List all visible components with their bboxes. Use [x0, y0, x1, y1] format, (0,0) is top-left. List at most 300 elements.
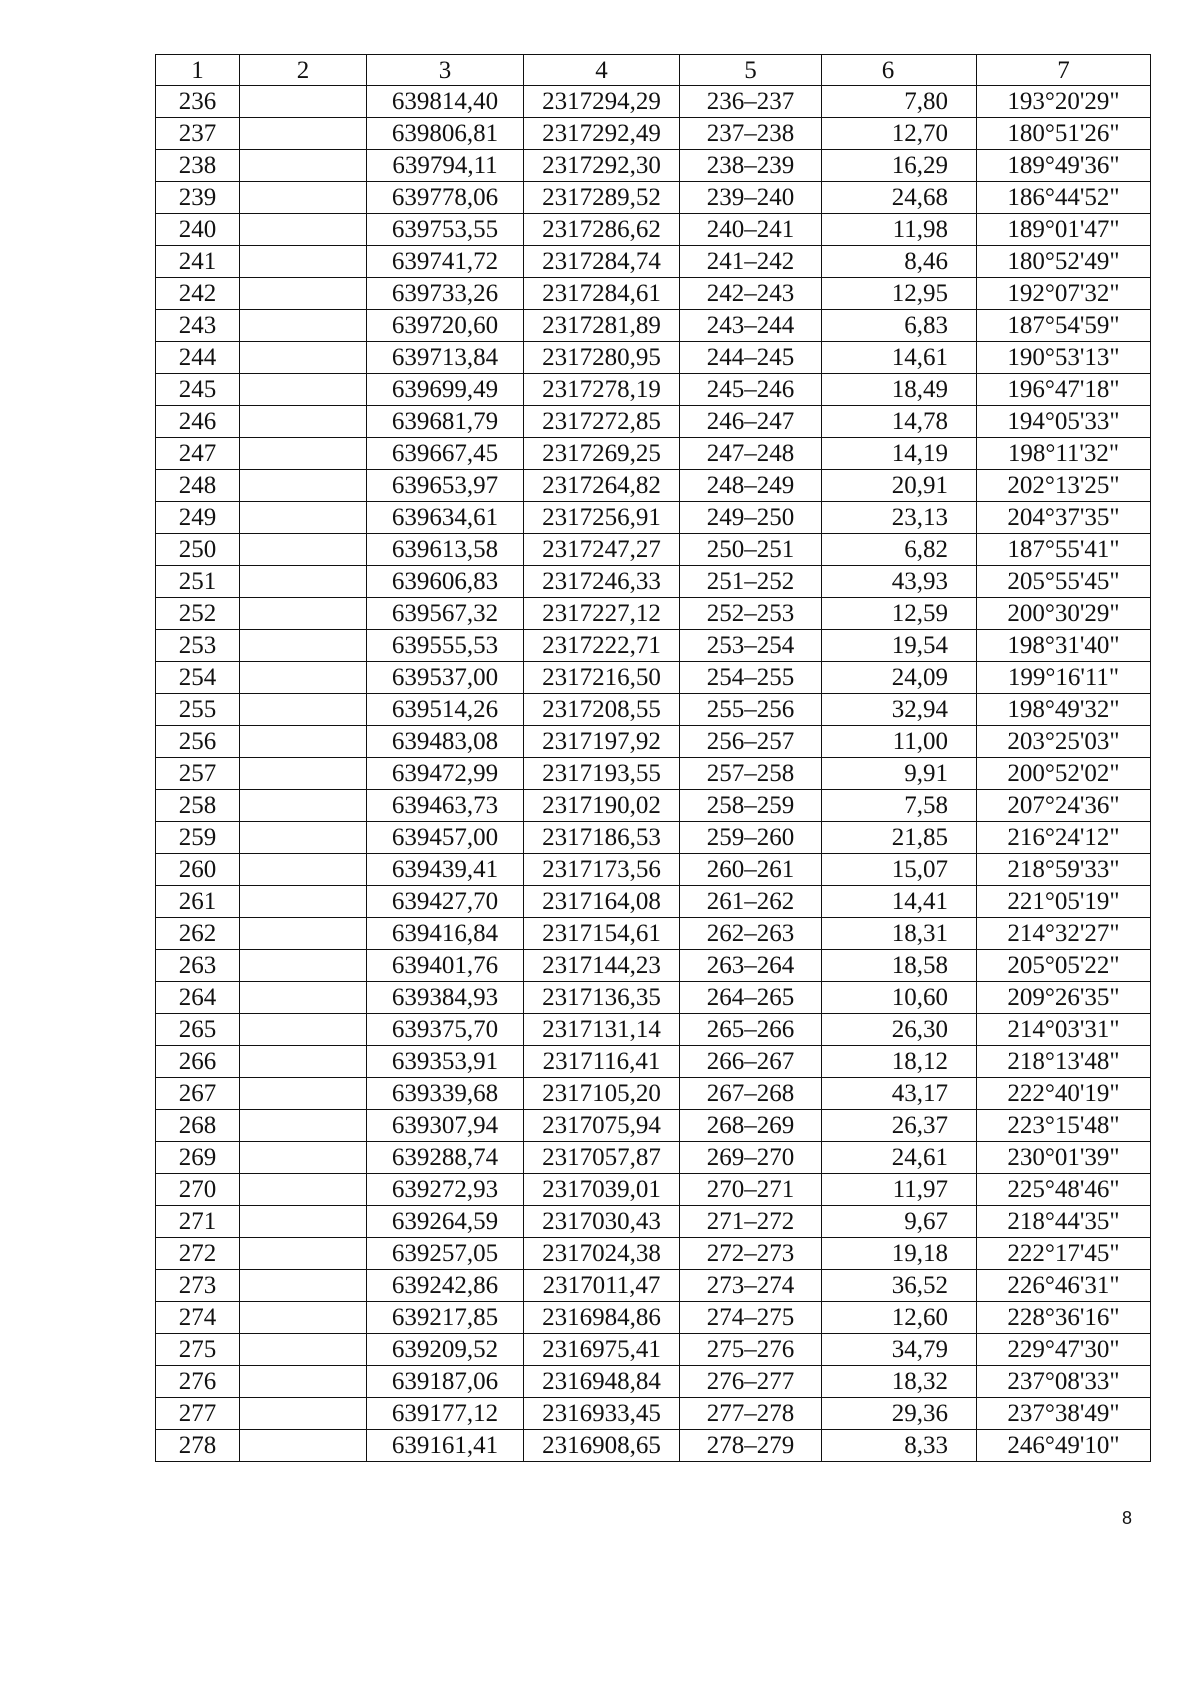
table-cell-col-3: 639272,93	[367, 1174, 524, 1206]
table-cell-col-7: 237°38'49"	[977, 1398, 1151, 1430]
table-cell-col-3: 639778,06	[367, 182, 524, 214]
page-number: 8	[1122, 1508, 1133, 1528]
table-cell-col-3: 639339,68	[367, 1078, 524, 1110]
table-cell-col-5: 248–249	[680, 470, 822, 502]
table-cell-col-5: 270–271	[680, 1174, 822, 1206]
table-cell-col-1: 246	[156, 406, 240, 438]
table-row	[156, 118, 1151, 150]
table-cell-col-6: 9,67	[822, 1206, 977, 1238]
table-cell-col-5: 247–248	[680, 438, 822, 470]
table-cell-col-3: 639439,41	[367, 854, 524, 886]
table-cell-col-2	[240, 438, 367, 470]
table-cell-col-4: 2317144,23	[524, 950, 680, 982]
table-row	[156, 1238, 1151, 1270]
table-cell-col-3: 639457,00	[367, 822, 524, 854]
table-cell-col-1: 239	[156, 182, 240, 214]
table-cell-col-1: 265	[156, 1014, 240, 1046]
table-row	[156, 470, 1151, 502]
table-cell-col-4: 2317030,43	[524, 1206, 680, 1238]
column-header-1: 1	[156, 55, 240, 86]
table-cell-col-4: 2317222,71	[524, 630, 680, 662]
table-cell-col-5: 275–276	[680, 1334, 822, 1366]
table-cell-col-7: 226°46'31"	[977, 1270, 1151, 1302]
table-cell-col-2	[240, 790, 367, 822]
table-cell-col-3: 639753,55	[367, 214, 524, 246]
table-cell-col-7: 214°32'27"	[977, 918, 1151, 950]
table-cell-col-5: 255–256	[680, 694, 822, 726]
table-cell-col-6: 26,37	[822, 1110, 977, 1142]
table-row	[156, 1206, 1151, 1238]
table-cell-col-2	[240, 1398, 367, 1430]
table-cell-col-7: 223°15'48"	[977, 1110, 1151, 1142]
table-cell-col-3: 639375,70	[367, 1014, 524, 1046]
table-cell-col-3: 639733,26	[367, 278, 524, 310]
table-cell-col-2	[240, 662, 367, 694]
table-cell-col-7: 207°24'36"	[977, 790, 1151, 822]
table-cell-col-3: 639217,85	[367, 1302, 524, 1334]
table-cell-col-5: 243–244	[680, 310, 822, 342]
table-cell-col-4: 2316975,41	[524, 1334, 680, 1366]
table-cell-col-5: 244–245	[680, 342, 822, 374]
table-cell-col-4: 2317197,92	[524, 726, 680, 758]
table-cell-col-7: 218°13'48"	[977, 1046, 1151, 1078]
table-cell-col-1: 253	[156, 630, 240, 662]
table-cell-col-7: 214°03'31"	[977, 1014, 1151, 1046]
table-cell-col-7: 199°16'11"	[977, 662, 1151, 694]
table-cell-col-4: 2317075,94	[524, 1110, 680, 1142]
table-cell-col-7: 180°52'49"	[977, 246, 1151, 278]
table-cell-col-2	[240, 1078, 367, 1110]
table-cell-col-7: 225°48'46"	[977, 1174, 1151, 1206]
table-cell-col-6: 12,70	[822, 118, 977, 150]
table-cell-col-3: 639187,06	[367, 1366, 524, 1398]
table-cell-col-4: 2317116,41	[524, 1046, 680, 1078]
table-cell-col-2	[240, 342, 367, 374]
table-cell-col-2	[240, 694, 367, 726]
table-cell-col-5: 241–242	[680, 246, 822, 278]
table-cell-col-1: 270	[156, 1174, 240, 1206]
table-cell-col-1: 275	[156, 1334, 240, 1366]
table-cell-col-7: 189°49'36"	[977, 150, 1151, 182]
table-row	[156, 726, 1151, 758]
table-cell-col-3: 639209,52	[367, 1334, 524, 1366]
table-cell-col-6: 16,29	[822, 150, 977, 182]
table-cell-col-2	[240, 182, 367, 214]
table-cell-col-5: 278–279	[680, 1430, 822, 1462]
table-cell-col-5: 238–239	[680, 150, 822, 182]
table-cell-col-4: 2317227,12	[524, 598, 680, 630]
table-cell-col-6: 12,59	[822, 598, 977, 630]
table-cell-col-6: 24,61	[822, 1142, 977, 1174]
table-cell-col-7: 190°53'13"	[977, 342, 1151, 374]
table-cell-col-4: 2317272,85	[524, 406, 680, 438]
table-cell-col-3: 639472,99	[367, 758, 524, 790]
table-cell-col-2	[240, 1014, 367, 1046]
table-cell-col-6: 18,49	[822, 374, 977, 406]
table-cell-col-6: 7,58	[822, 790, 977, 822]
table-cell-col-2	[240, 918, 367, 950]
table-cell-col-5: 261–262	[680, 886, 822, 918]
table-cell-col-5: 242–243	[680, 278, 822, 310]
table-row	[156, 1046, 1151, 1078]
table-cell-col-4: 2316948,84	[524, 1366, 680, 1398]
table-cell-col-2	[240, 470, 367, 502]
table-cell-col-7: 205°05'22"	[977, 950, 1151, 982]
table-cell-col-4: 2317024,38	[524, 1238, 680, 1270]
table-cell-col-4: 2317193,55	[524, 758, 680, 790]
table-cell-col-2	[240, 374, 367, 406]
table-cell-col-2	[240, 118, 367, 150]
table-cell-col-1: 236	[156, 86, 240, 118]
table-cell-col-4: 2317286,62	[524, 214, 680, 246]
table-cell-col-6: 24,68	[822, 182, 977, 214]
table-cell-col-6: 26,30	[822, 1014, 977, 1046]
table-cell-col-6: 11,97	[822, 1174, 977, 1206]
column-header-5: 5	[680, 55, 822, 86]
table-cell-col-3: 639713,84	[367, 342, 524, 374]
table-cell-col-4: 2317269,25	[524, 438, 680, 470]
table-body	[156, 86, 1151, 1462]
table-cell-col-3: 639514,26	[367, 694, 524, 726]
table-cell-col-3: 639681,79	[367, 406, 524, 438]
table-cell-col-5: 264–265	[680, 982, 822, 1014]
table-row	[156, 310, 1151, 342]
table-cell-col-4: 2317039,01	[524, 1174, 680, 1206]
table-cell-col-6: 14,41	[822, 886, 977, 918]
table-cell-col-6: 6,82	[822, 534, 977, 566]
table-cell-col-7: 209°26'35"	[977, 982, 1151, 1014]
table-cell-col-5: 277–278	[680, 1398, 822, 1430]
table-cell-col-2	[240, 1046, 367, 1078]
table-cell-col-7: 198°31'40"	[977, 630, 1151, 662]
table-cell-col-6: 14,61	[822, 342, 977, 374]
table-cell-col-5: 237–238	[680, 118, 822, 150]
table-cell-col-4: 2317057,87	[524, 1142, 680, 1174]
table-cell-col-2	[240, 150, 367, 182]
table-cell-col-1: 276	[156, 1366, 240, 1398]
table-cell-col-3: 639307,94	[367, 1110, 524, 1142]
table-cell-col-1: 238	[156, 150, 240, 182]
table-cell-col-5: 269–270	[680, 1142, 822, 1174]
table-cell-col-1: 256	[156, 726, 240, 758]
table-row	[156, 630, 1151, 662]
table-cell-col-3: 639555,53	[367, 630, 524, 662]
table-row	[156, 1174, 1151, 1206]
table-cell-col-2	[240, 822, 367, 854]
table-header-row	[156, 55, 1151, 86]
table-cell-col-1: 245	[156, 374, 240, 406]
table-cell-col-1: 243	[156, 310, 240, 342]
table-cell-col-3: 639699,49	[367, 374, 524, 406]
table-cell-col-4: 2317278,19	[524, 374, 680, 406]
table-cell-col-5: 251–252	[680, 566, 822, 598]
table-cell-col-7: 200°52'02"	[977, 758, 1151, 790]
table-cell-col-1: 257	[156, 758, 240, 790]
table-cell-col-7: 180°51'26"	[977, 118, 1151, 150]
table-cell-col-6: 18,31	[822, 918, 977, 950]
table-row	[156, 918, 1151, 950]
table-cell-col-4: 2317105,20	[524, 1078, 680, 1110]
table-cell-col-3: 639613,58	[367, 534, 524, 566]
table-cell-col-6: 19,54	[822, 630, 977, 662]
table-cell-col-5: 245–246	[680, 374, 822, 406]
table-cell-col-1: 268	[156, 1110, 240, 1142]
table-cell-col-2	[240, 1270, 367, 1302]
table-cell-col-3: 639177,12	[367, 1398, 524, 1430]
table-cell-col-2	[240, 310, 367, 342]
table-cell-col-6: 8,46	[822, 246, 977, 278]
table-cell-col-2	[240, 598, 367, 630]
table-cell-col-4: 2317136,35	[524, 982, 680, 1014]
table-cell-col-5: 246–247	[680, 406, 822, 438]
table-cell-col-7: 202°13'25"	[977, 470, 1151, 502]
table-cell-col-5: 258–259	[680, 790, 822, 822]
table-cell-col-4: 2317216,50	[524, 662, 680, 694]
table-cell-col-5: 262–263	[680, 918, 822, 950]
table-cell-col-2	[240, 758, 367, 790]
table-cell-col-2	[240, 1430, 367, 1462]
table-cell-col-5: 268–269	[680, 1110, 822, 1142]
table-cell-col-1: 262	[156, 918, 240, 950]
table-cell-col-3: 639416,84	[367, 918, 524, 950]
table-cell-col-2	[240, 1366, 367, 1398]
table-cell-col-3: 639264,59	[367, 1206, 524, 1238]
table-cell-col-2	[240, 566, 367, 598]
table-cell-col-2	[240, 246, 367, 278]
table-cell-col-2	[240, 1334, 367, 1366]
table-cell-col-3: 639483,08	[367, 726, 524, 758]
table-cell-col-5: 266–267	[680, 1046, 822, 1078]
table-cell-col-7: 237°08'33"	[977, 1366, 1151, 1398]
table-row	[156, 182, 1151, 214]
table-cell-col-1: 248	[156, 470, 240, 502]
table-cell-col-7: 187°55'41"	[977, 534, 1151, 566]
table-cell-col-1: 266	[156, 1046, 240, 1078]
table-cell-col-4: 2317011,47	[524, 1270, 680, 1302]
table-cell-col-1: 263	[156, 950, 240, 982]
table-cell-col-4: 2317131,14	[524, 1014, 680, 1046]
table-cell-col-1: 249	[156, 502, 240, 534]
table-cell-col-2	[240, 1238, 367, 1270]
table-cell-col-5: 271–272	[680, 1206, 822, 1238]
table-cell-col-6: 10,60	[822, 982, 977, 1014]
table-cell-col-3: 639427,70	[367, 886, 524, 918]
table-cell-col-5: 260–261	[680, 854, 822, 886]
table-cell-col-1: 244	[156, 342, 240, 374]
table-cell-col-5: 236–237	[680, 86, 822, 118]
table-cell-col-1: 240	[156, 214, 240, 246]
table-cell-col-3: 639653,97	[367, 470, 524, 502]
table-row	[156, 86, 1151, 118]
table-cell-col-1: 241	[156, 246, 240, 278]
table-cell-col-7: 229°47'30"	[977, 1334, 1151, 1366]
table-cell-col-5: 254–255	[680, 662, 822, 694]
table-cell-col-4: 2316933,45	[524, 1398, 680, 1430]
table-cell-col-5: 272–273	[680, 1238, 822, 1270]
table-cell-col-3: 639567,32	[367, 598, 524, 630]
table-cell-col-1: 247	[156, 438, 240, 470]
table-cell-col-3: 639794,11	[367, 150, 524, 182]
table-cell-col-2	[240, 1302, 367, 1334]
table-row	[156, 1398, 1151, 1430]
table-cell-col-2	[240, 406, 367, 438]
table-cell-col-3: 639606,83	[367, 566, 524, 598]
table-cell-col-2	[240, 502, 367, 534]
table-cell-col-1: 237	[156, 118, 240, 150]
table-row	[156, 982, 1151, 1014]
table-cell-col-3: 639401,76	[367, 950, 524, 982]
table-cell-col-4: 2317154,61	[524, 918, 680, 950]
table-cell-col-7: 221°05'19"	[977, 886, 1151, 918]
table-cell-col-5: 256–257	[680, 726, 822, 758]
table-cell-col-3: 639667,45	[367, 438, 524, 470]
table-cell-col-4: 2317264,82	[524, 470, 680, 502]
table-cell-col-6: 11,98	[822, 214, 977, 246]
table-cell-col-7: 187°54'59"	[977, 310, 1151, 342]
table-cell-col-6: 21,85	[822, 822, 977, 854]
table-row	[156, 1334, 1151, 1366]
table-row	[156, 790, 1151, 822]
table-cell-col-6: 43,93	[822, 566, 977, 598]
table-cell-col-3: 639288,74	[367, 1142, 524, 1174]
table-row	[156, 1430, 1151, 1462]
table-cell-col-1: 278	[156, 1430, 240, 1462]
table-cell-col-5: 273–274	[680, 1270, 822, 1302]
table-cell-col-3: 639161,41	[367, 1430, 524, 1462]
table-cell-col-2	[240, 214, 367, 246]
table-cell-col-1: 273	[156, 1270, 240, 1302]
table-cell-col-6: 7,80	[822, 86, 977, 118]
table-cell-col-1: 259	[156, 822, 240, 854]
table-row	[156, 1302, 1151, 1334]
table-cell-col-2	[240, 1110, 367, 1142]
table-row	[156, 694, 1151, 726]
coordinates-table	[155, 54, 1151, 1462]
table-cell-col-2	[240, 630, 367, 662]
table-row	[156, 1366, 1151, 1398]
table-cell-col-2	[240, 726, 367, 758]
table-cell-col-3: 639806,81	[367, 118, 524, 150]
table-cell-col-4: 2317281,89	[524, 310, 680, 342]
table-cell-col-4: 2317292,49	[524, 118, 680, 150]
table-row	[156, 822, 1151, 854]
table-cell-col-6: 11,00	[822, 726, 977, 758]
table-cell-col-2	[240, 278, 367, 310]
table-cell-col-3: 639463,73	[367, 790, 524, 822]
table-cell-col-4: 2317208,55	[524, 694, 680, 726]
table-cell-col-7: 193°20'29"	[977, 86, 1151, 118]
table-cell-col-2	[240, 1142, 367, 1174]
table-cell-col-6: 32,94	[822, 694, 977, 726]
table-cell-col-7: 186°44'52"	[977, 182, 1151, 214]
table-cell-col-3: 639634,61	[367, 502, 524, 534]
table-cell-col-7: 189°01'47"	[977, 214, 1151, 246]
table-cell-col-6: 18,58	[822, 950, 977, 982]
table-cell-col-5: 259–260	[680, 822, 822, 854]
column-header-4: 4	[524, 55, 680, 86]
table-cell-col-6: 12,60	[822, 1302, 977, 1334]
table-cell-col-7: 222°40'19"	[977, 1078, 1151, 1110]
table-cell-col-7: 203°25'03"	[977, 726, 1151, 758]
table-row	[156, 342, 1151, 374]
table-cell-col-7: 200°30'29"	[977, 598, 1151, 630]
table-cell-col-7: 205°55'45"	[977, 566, 1151, 598]
table-cell-col-4: 2317190,02	[524, 790, 680, 822]
table-cell-col-4: 2317246,33	[524, 566, 680, 598]
table-cell-col-4: 2317173,56	[524, 854, 680, 886]
table-cell-col-7: 218°44'35"	[977, 1206, 1151, 1238]
table-cell-col-1: 261	[156, 886, 240, 918]
table-cell-col-7: 246°49'10"	[977, 1430, 1151, 1462]
table-cell-col-1: 242	[156, 278, 240, 310]
table-cell-col-7: 230°01'39"	[977, 1142, 1151, 1174]
table-row	[156, 406, 1151, 438]
table-row	[156, 1142, 1151, 1174]
table-row	[156, 950, 1151, 982]
table-cell-col-7: 198°11'32"	[977, 438, 1151, 470]
table-cell-col-1: 254	[156, 662, 240, 694]
table-cell-col-2	[240, 854, 367, 886]
table-cell-col-4: 2317284,74	[524, 246, 680, 278]
table-cell-col-1: 250	[156, 534, 240, 566]
table-cell-col-1: 255	[156, 694, 240, 726]
table-cell-col-1: 264	[156, 982, 240, 1014]
table-cell-col-1: 271	[156, 1206, 240, 1238]
table-row	[156, 1270, 1151, 1302]
table-cell-col-6: 23,13	[822, 502, 977, 534]
table-cell-col-5: 263–264	[680, 950, 822, 982]
table-cell-col-7: 218°59'33"	[977, 854, 1151, 886]
table-cell-col-6: 34,79	[822, 1334, 977, 1366]
table-row	[156, 758, 1151, 790]
table-cell-col-5: 249–250	[680, 502, 822, 534]
table-cell-col-7: 198°49'32"	[977, 694, 1151, 726]
table-row	[156, 246, 1151, 278]
table-cell-col-6: 14,19	[822, 438, 977, 470]
table-row	[156, 278, 1151, 310]
table-cell-col-5: 252–253	[680, 598, 822, 630]
column-header-2: 2	[240, 55, 367, 86]
table-cell-col-6: 15,07	[822, 854, 977, 886]
table-cell-col-1: 258	[156, 790, 240, 822]
table-cell-col-4: 2317292,30	[524, 150, 680, 182]
table-cell-col-3: 639741,72	[367, 246, 524, 278]
table-cell-col-5: 250–251	[680, 534, 822, 566]
table-cell-col-4: 2317247,27	[524, 534, 680, 566]
table-cell-col-7: 196°47'18"	[977, 374, 1151, 406]
table-cell-col-6: 43,17	[822, 1078, 977, 1110]
table-cell-col-5: 265–266	[680, 1014, 822, 1046]
table-row	[156, 1014, 1151, 1046]
column-header-3: 3	[367, 55, 524, 86]
table-cell-col-6: 12,95	[822, 278, 977, 310]
table-cell-col-7: 228°36'16"	[977, 1302, 1151, 1334]
table-cell-col-1: 267	[156, 1078, 240, 1110]
table-cell-col-4: 2317284,61	[524, 278, 680, 310]
table-row	[156, 1078, 1151, 1110]
table-cell-col-1: 277	[156, 1398, 240, 1430]
table-cell-col-1: 269	[156, 1142, 240, 1174]
table-cell-col-3: 639242,86	[367, 1270, 524, 1302]
table-row	[156, 662, 1151, 694]
table-cell-col-4: 2317164,08	[524, 886, 680, 918]
table-cell-col-3: 639720,60	[367, 310, 524, 342]
table-cell-col-7: 216°24'12"	[977, 822, 1151, 854]
table-row	[156, 150, 1151, 182]
table-cell-col-2	[240, 534, 367, 566]
table-row	[156, 534, 1151, 566]
table-cell-col-4: 2317186,53	[524, 822, 680, 854]
